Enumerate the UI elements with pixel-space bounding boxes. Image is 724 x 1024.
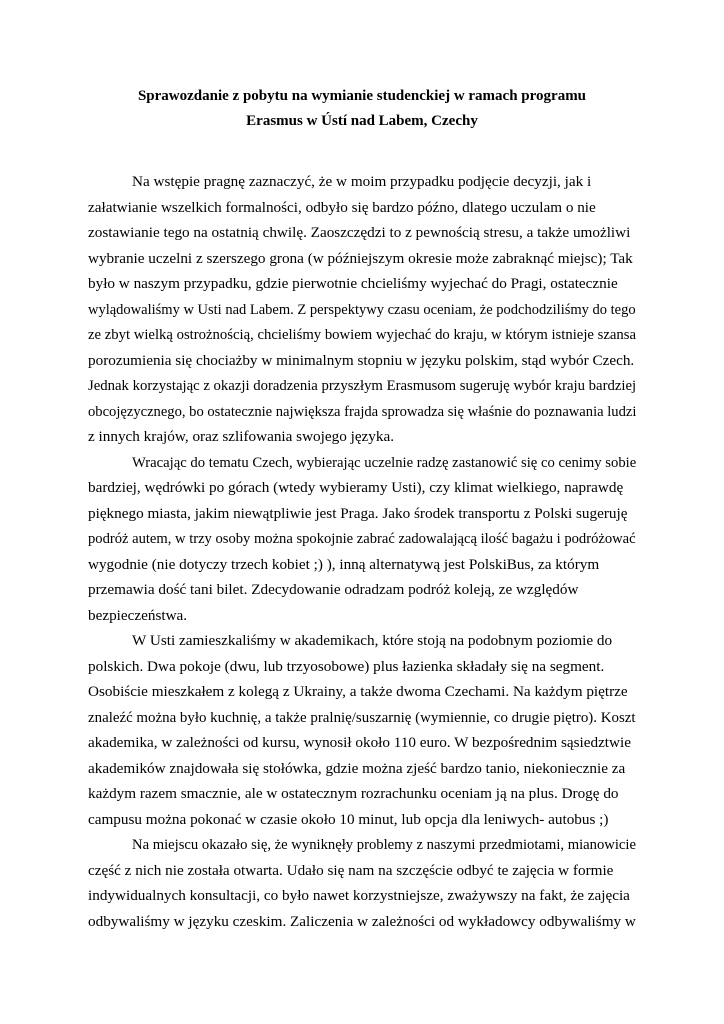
body-text-line: zostawianie tego na ostatnią chwilę. Zaoszczędzi to z pewnością stresu, a także umożliwi (88, 224, 631, 241)
body-text-line: akademika, w zależności od kursu, wynosił około 110 euro. W bezpośrednim sąsiedztwie (88, 734, 631, 751)
document-title-line-1: Sprawozdanie z pobytu na wymianie studenckiej w ramach programu (137, 88, 587, 104)
body-text-line: Na miejscu okazało się, że wyniknęły problemy z naszymi przedmiotami, mianowicie (132, 836, 636, 853)
body-text-line: polskich. Dwa pokoje (dwu, lub trzyosobowe) plus łazienka składały się na segment. (88, 657, 605, 675)
body-text-line: Jednak korzystając z okazji doradzenia przyszłym Erasmusom sugeruję wybór kraju bardziej (88, 377, 637, 394)
body-text-line: Osobiście mieszkałem z kolegą z Ukrainy, a także dwoma Czechami. Na każdym piętrze (88, 683, 628, 700)
body-text-line: Na wstępie pragnę zaznaczyć, że w moim przypadku podjęcie decyzji, jak i (132, 173, 592, 190)
body-text-line: znaleźć można było kuchnię, a także pralnię/suszarnię (wymiennie, co drugie piętro). Koszt (88, 708, 636, 726)
body-text-line: W Usti zamieszkaliśmy w akademikach, które stoją na podobnym poziomie do (132, 632, 613, 649)
body-text-line: każdym razem smacznie, ale w ostatecznym rozrachunku oceniam ją na plus. Drogę do (88, 785, 619, 802)
body-text-line: wygodnie (nie dotyczy trzech kobiet ;) ), inną alternatywą jest PolskiBus, za którym (88, 555, 600, 573)
body-text-line: odbywaliśmy w języku czeskim. Zaliczenia w zależności od wykładowcy odbywaliśmy w (88, 912, 636, 930)
body-text-line: indywidualnych konsultacji, co było nawet korzystniejsze, zważywszy na fakt, że zajęcia (88, 887, 630, 904)
body-text-line: bardziej, wędrówki po górach (wtedy wybieramy Usti), czy klimat wielkiego, naprawdę (88, 479, 624, 496)
body-text-line: porozumienia się chociażby w minimalnym stopniu w języku polskim, stąd wybór Czech. (88, 351, 635, 369)
body-text-line: bezpieczeństwa. (88, 606, 188, 624)
body-text-line: wylądowaliśmy w Usti nad Labem. Z perspektywy czasu oceniam, że podchodziliśmy do tego (88, 300, 636, 318)
body-text-line: załatwianie wszelkich formalności, odbyło się bardzo późno, dlatego uczulam o nie (88, 198, 596, 216)
body-text-line: przemawia dość tani bilet. Zdecydowanie odradzam podróż koleją, ze względów (88, 581, 579, 598)
body-text-line: było w naszym przypadku, gdzie pierwotnie chcieliśmy wyjechać do Pragi, ostatecznie (88, 275, 618, 292)
document-title-line-2: Erasmus w Ústí nad Labem, Czechy (246, 113, 478, 129)
body-text-line: podróż autem, w trzy osoby można spokojnie zabrać zadowalającą ilość bagażu i podróżować (88, 530, 636, 547)
body-text-line: wybranie uczelni z szerszego grona (w późniejszym okresie może zabraknąć miejsc); Tak (88, 249, 633, 267)
body-text-line: campusu można pokonać w czasie około 10 minut, lub opcja dla leniwych- autobus ;) (88, 810, 609, 828)
body-text-line: Wracając do tematu Czech, wybierając uczelnie radzę zastanowić się co cenimy sobie (132, 453, 637, 471)
body-text-line: akademików znajdowała się stołówka, gdzie można zjeść bardzo tanio, niekoniecznie za (88, 759, 626, 777)
body-text-line: pięknego miasta, jakim niewątpliwie jest Praga. Jako środek transportu z Polski sugeruję (88, 504, 628, 522)
body-text-line: z innych krajów, oraz szlifowania swojego języka. (88, 428, 395, 445)
body-text-line: ze zbyt wielką ostrożnością, chcieliśmy bowiem wyjechać do kraju, w którym istnieje szansa (88, 326, 636, 343)
body-text-line: obcojęzycznego, bo ostatecznie największa frajda sprowadza się właśnie do poznawania ludzi (88, 402, 637, 420)
body-text-line: część z nich nie została otwarta. Udało się nam na szczęście odbyć te zajęcia w formie (88, 861, 614, 879)
